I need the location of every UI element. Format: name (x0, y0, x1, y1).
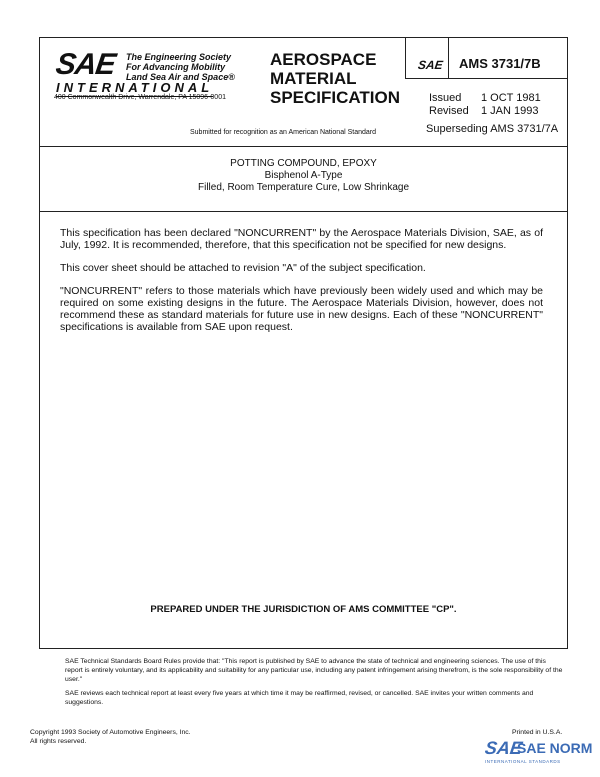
revised-row (429, 105, 541, 118)
footer-notes (65, 657, 565, 712)
copyright-line-1: Copyright 1993 Society of Automotive Engineers, Inc. (30, 729, 191, 736)
header-divider (40, 146, 567, 147)
prepared-under-jurisdiction: PREPARED UNDER THE JURISDICTION OF AMS COMMITTEE "CP". (150, 604, 457, 615)
sae-norm-wordmark: SAE NORM (517, 740, 593, 756)
title-line-1: AEROSPACE (270, 50, 377, 69)
title-line-2: MATERIAL (270, 69, 357, 88)
issue-dates (429, 92, 541, 118)
sae-address: 400 Commonwealth Drive, Warrendale, PA 15096-0001 (54, 94, 226, 101)
copyright-line-2: All rights reserved. (30, 738, 87, 745)
body-text (60, 227, 543, 344)
noncurrent-declaration-paragraph: This specification has been declared "NONCURRENT" by the Aerospace Materials Division, SAE, as of July, 1992. It is recommended, therefore, that this specification not be specified for new designs. (60, 227, 543, 251)
title-line-3: SPECIFICATION (270, 88, 401, 107)
subject-line-2: Bisphenol A-Type (264, 170, 343, 181)
subject-divider (40, 211, 567, 212)
tagline-line-2: For Advancing Mobility (126, 62, 226, 72)
document-type-title (270, 50, 400, 107)
subject-title (40, 158, 567, 194)
issued-label: Issued (429, 92, 462, 104)
sae-small-logo: SAE (417, 58, 444, 72)
revised-label: Revised (429, 105, 469, 117)
sae-box-right-border (448, 38, 449, 78)
noncurrent-definition-paragraph: "NONCURRENT" refers to those materials which have previously been widely used and which may be required on some existing designs in the future. The Aerospace Materials Division, however, does not recommend these as standard materials for future use in new designs. Each of these "NONCURRENT" specifications is available from SAE upon request. (60, 285, 543, 333)
sae-norm-logo (483, 738, 593, 770)
subject-line-1: POTTING COMPOUND, EPOXY (230, 158, 377, 169)
doc-number-box-bottom (405, 78, 567, 79)
technical-standards-note: SAE Technical Standards Board Rules provide that: "This report is published by SAE to advance the state of technical and engineering sciences. The use of this report is entirely voluntary, and its applicability and suitability for any particular use, including any patent infringement arising therefrom, is the sole responsibility of the user." (65, 658, 563, 683)
cover-sheet-paragraph: This cover sheet should be attached to revision "A" of the subject specification. (60, 262, 426, 274)
document-frame (39, 37, 568, 649)
issued-row (429, 92, 541, 105)
issued-date: 1 OCT 1981 (481, 92, 541, 104)
tagline-line-1: The Engineering Society (126, 52, 232, 62)
document-number: AMS 3731/7B (459, 56, 541, 71)
sae-tagline (126, 52, 235, 82)
sae-norm-mark: SAE (483, 738, 524, 758)
sae-box-left-border (405, 38, 406, 78)
sae-international-logo (53, 48, 256, 110)
review-note: SAE reviews each technical report at least every five years at which time it may be reaffirmed, revised, or cancelled. SAE invites your written comments and suggestions. (65, 690, 534, 706)
superseding-note: Superseding AMS 3731/7A (426, 123, 559, 135)
revised-date: 1 JAN 1993 (481, 105, 539, 117)
international-wordmark: INTERNATIONAL (56, 80, 214, 95)
subject-line-3: Filled, Room Temperature Cure, Low Shrinkage (197, 182, 410, 193)
submitted-note: Submitted for recognition as an American National Standard (190, 129, 376, 136)
sae-logo-mark: SAE (53, 48, 118, 81)
copyright (30, 728, 191, 746)
tagline-line-3: Land Sea Air and Space® (126, 72, 235, 82)
printed-in-usa: Printed in U.S.A. (512, 729, 563, 736)
sae-norm-subtext: INTERNATIONAL STANDARDS (485, 759, 561, 764)
